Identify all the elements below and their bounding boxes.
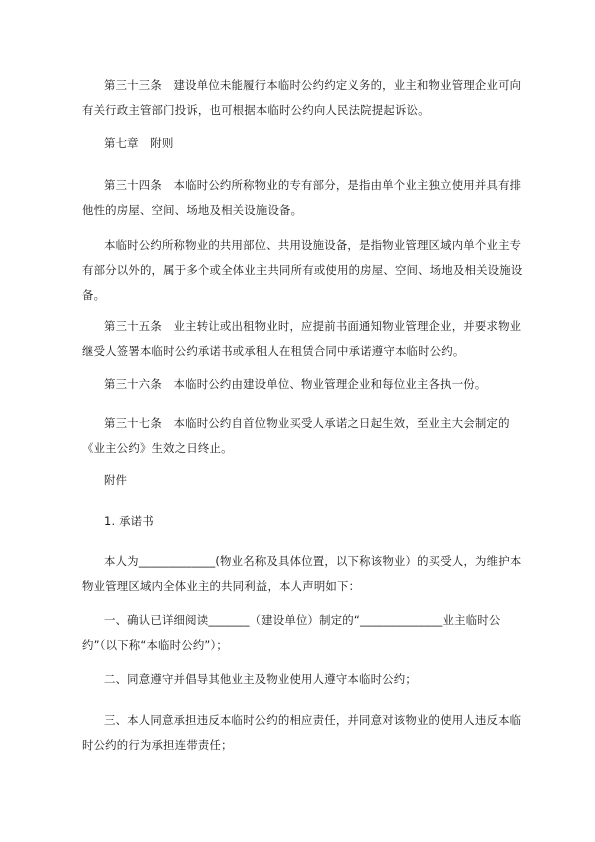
chapter-7-heading: 第七章 附则 <box>104 136 174 150</box>
article-37-paragraph: 第三十七条 本临时公约自首位物业买受人承诺之日起生效，至业主大会制定的《业主公约》生效之日终止。 <box>82 416 510 455</box>
appendix-heading: 附件 <box>104 473 128 487</box>
commitment-letter-heading: 1. 承诺书 <box>104 514 154 528</box>
article-36-paragraph: 第三十六条 本临时公约由建设单位、物业管理企业和每位业主各执一份。 <box>104 377 487 391</box>
article-34-paragraph: 第三十四条 本临时公约所称物业的专有部分，是指由单个业主独立使用并具有排他性的房屋、空间、场地及相关设施设备。 <box>82 178 522 217</box>
commitment-intro-paragraph: 本人为_____________(物业名称及具体位置，以下称该物业）的买受人，为维护本物业管理区域内全体业主的共同利益，本人声明如下： <box>82 554 522 593</box>
article-35-paragraph: 第三十五条 业主转让或出租物业时，应提前书面通知物业管理企业，并要求物业继受人签署本临时公约承诺书或承租人在租赁合同中承诺遵守本临时公约。 <box>82 319 522 358</box>
commitment-item-1: 一、确认已详细阅读_______（建设单位）制定的“______________业主临时公约”（以下称“本临时公约”）； <box>82 613 501 652</box>
common-parts-paragraph: 本临时公约所称物业的共用部位、共用设施设备，是指物业管理区域内单个业主专有部分以外的，属于多个或全体业主共同所有或使用的房屋、空间、场地及相关设施设备。 <box>82 238 523 302</box>
article-33-paragraph: 第三十三条 建设单位未能履行本临时公约约定义务的，业主和物业管理企业可向有关行政主管部门投诉，也可根据本临时公约向人民法院提起诉讼。 <box>82 78 522 117</box>
commitment-item-2: 二、同意遵守并倡导其他业主及物业使用人遵守本临时公约； <box>104 672 417 686</box>
commitment-item-3: 三、本人同意承担违反本临时公约的相应责任，并同意对该物业的使用人违反本临时公约的行为承担连带责任； <box>82 713 522 752</box>
